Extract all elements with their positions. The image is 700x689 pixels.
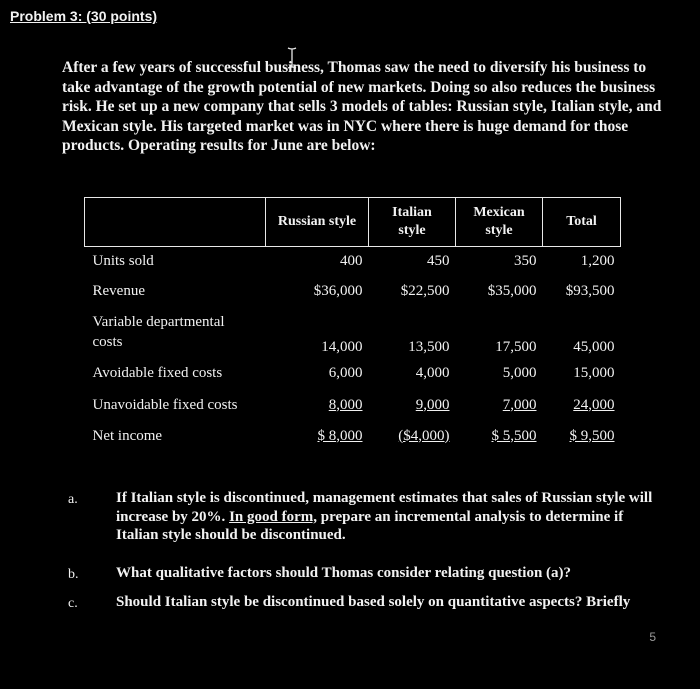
header-italian-style [369,198,456,247]
underlined-value: 8,000 [328,396,363,413]
cell-value [369,421,456,451]
row-label-avoidable-fixed: Avoidable fixed costs [92,364,223,381]
question-a-text-1: If Italian style is discontinued, management estimates that sales of Russian style will increase by 20%. [116,490,653,525]
underlined-value: $ 5,500 [491,427,537,444]
row-label-net-income: Net income [92,427,163,444]
cell-value [266,421,369,451]
cell-value: $93,500 [565,282,615,299]
header-russian-style: Russian style [266,198,369,247]
row-label-revenue: Revenue [92,282,145,299]
cell-value: 13,500 [408,339,450,355]
question-c: Should Italian style be discontinued based solely on quantitative aspects? Briefly [116,594,631,610]
question-c-marker: c. [68,596,78,611]
question-a-marker: a. [68,492,78,507]
cell-value: $35,000 [487,282,537,299]
underlined-value: 9,000 [415,396,450,413]
cell-value: 14,000 [321,339,363,355]
question-a-text-2: prepare an incremental analysis to determine if Italian style should be discontinued. [116,508,624,543]
question-a [116,489,656,545]
cell-value: 5,000 [502,364,537,381]
cell-value [543,389,621,421]
header-mexican-text: Mexican style [473,205,525,238]
cell-value: $36,000 [313,282,363,299]
table-header-row [85,198,621,247]
underlined-value: $ 8,000 [317,427,363,444]
variable-costs-text: Variable departmental costs [92,313,225,350]
underlined-value: ($4,000) [398,427,450,444]
header-blank [85,198,266,247]
underlined-value: $ 9,500 [569,427,615,444]
header-italian-text: Italian style [392,205,432,238]
table-row [85,421,621,451]
cell-value: 15,000 [573,364,615,381]
header-mexican-style [456,198,543,247]
cell-value: 400 [340,253,363,269]
question-a-emphasis: In good form, [229,508,317,525]
cell-value: $22,500 [400,282,450,299]
cell-value: 6,000 [328,364,363,381]
cell-value [369,389,456,421]
underlined-value: 24,000 [573,396,615,413]
cell-value [543,421,621,451]
cell-value [266,389,369,421]
operating-results-table [84,197,621,451]
table-row [85,306,621,357]
question-b: What qualitative factors should Thomas consider relating question (a)? [116,565,572,581]
cell-value: 4,000 [415,364,450,381]
row-label-variable-costs [85,306,266,357]
header-total: Total [543,198,621,247]
intro-paragraph: After a few years of successful business, Thomas saw the need to diversify his business to take advantage of the growth potential of new markets. Doing so also reduces the business risk. He set up a new company that sells 3 models of tables: Russian style, Italian style, and Mexican style. His targeted market was in NYC where there is huge demand for those products. Operating results for June are below: [62,59,662,154]
table-row [85,247,621,277]
table-row [85,389,621,421]
row-label-units-sold: Units sold [92,253,154,269]
cell-value: 17,500 [495,339,537,355]
page-title: Problem 3: (30 points) [10,8,158,24]
cell-value: 1,200 [580,253,615,269]
page-number: 5 [649,630,656,644]
underlined-value: 7,000 [502,396,537,413]
cell-value [456,389,543,421]
row-label-unavoidable-fixed: Unavoidable fixed costs [92,396,238,413]
cell-value [456,421,543,451]
table-row [85,276,621,306]
cell-value: 45,000 [573,339,615,355]
cell-value: 450 [427,253,450,269]
question-b-marker: b. [68,567,79,582]
cell-value: 350 [514,253,537,269]
table-row [85,357,621,389]
